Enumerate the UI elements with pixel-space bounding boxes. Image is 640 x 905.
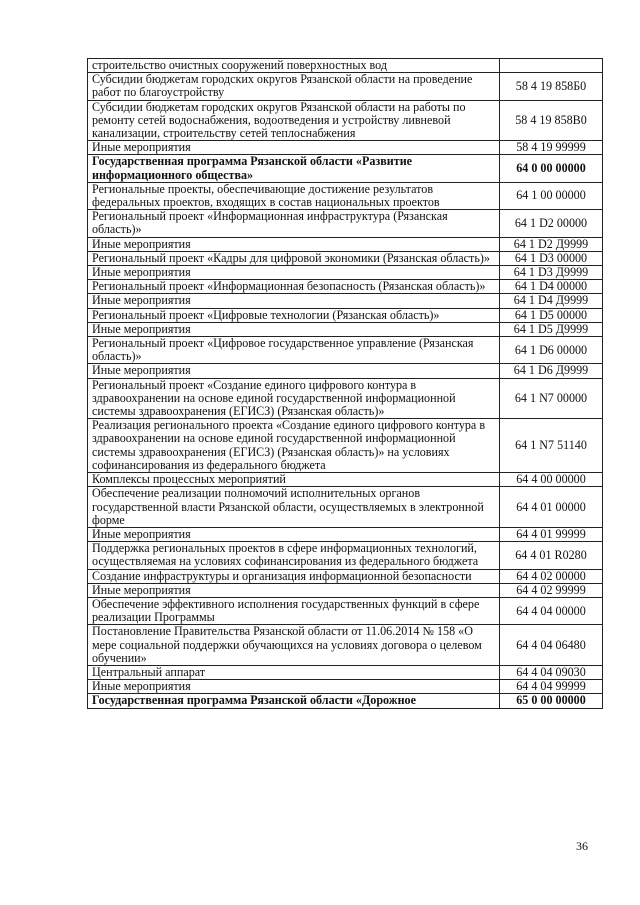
row-code: 64 4 02 99999 bbox=[500, 583, 603, 597]
row-code: 58 4 19 858Б0 bbox=[500, 73, 603, 100]
row-code: 64 1 N7 00000 bbox=[500, 378, 603, 419]
table-row-program bbox=[88, 155, 603, 182]
row-name: Реализация регионального проекта «Создание единого цифрового контура в здравоохранении на основе единой государственной информационной системы здравоохранения (ЕГИСЗ) (Рязанская область)» на условиях софинансирования из федерального бюджета bbox=[88, 419, 500, 473]
row-code: 58 4 19 99999 bbox=[500, 141, 603, 155]
table-row bbox=[88, 597, 603, 624]
row-name: Постановление Правительства Рязанской области от 11.06.2014 № 158 «О мере социальной поддержки обучающихся на условиях договора о целевом обучении» bbox=[88, 625, 500, 666]
row-name: Региональный проект «Цифровое государственное управление (Рязанская область)» bbox=[88, 337, 500, 364]
row-code: 64 0 00 00000 bbox=[500, 155, 603, 182]
row-name: Иные мероприятия bbox=[88, 237, 500, 251]
row-code: 64 1 D5 Д9999 bbox=[500, 322, 603, 336]
row-code: 58 4 19 858В0 bbox=[500, 100, 603, 141]
table-row bbox=[88, 364, 603, 378]
row-name: Центральный аппарат bbox=[88, 665, 500, 679]
row-code: 64 4 04 06480 bbox=[500, 625, 603, 666]
row-name: Региональный проект «Цифровые технологии (Рязанская область)» bbox=[88, 308, 500, 322]
row-name: Региональный проект «Информационная инфраструктура (Рязанская область)» bbox=[88, 210, 500, 237]
row-name: Иные мероприятия bbox=[88, 141, 500, 155]
table-row bbox=[88, 487, 603, 528]
table-row bbox=[88, 280, 603, 294]
row-name: Региональный проект «Создание единого цифрового контура в здравоохранении на основе единой государственной информационной системы здравоохранения (ЕГИСЗ) (Рязанская область)» bbox=[88, 378, 500, 419]
row-name: Региональный проект «Кадры для цифровой экономики (Рязанская область)» bbox=[88, 251, 500, 265]
table-row bbox=[88, 665, 603, 679]
row-code: 64 4 00 00000 bbox=[500, 473, 603, 487]
row-code: 64 1 D2 00000 bbox=[500, 210, 603, 237]
row-code: 64 1 D4 Д9999 bbox=[500, 294, 603, 308]
row-code: 65 0 00 00000 bbox=[500, 694, 603, 708]
row-code: 64 4 01 00000 bbox=[500, 487, 603, 528]
row-name: Региональные проекты, обеспечивающие достижение результатов федеральных проектов, входящих в состав национальных проектов bbox=[88, 182, 500, 209]
table-row bbox=[88, 337, 603, 364]
table-row bbox=[88, 680, 603, 694]
table-row bbox=[88, 583, 603, 597]
table-row bbox=[88, 322, 603, 336]
table-row bbox=[88, 569, 603, 583]
row-name: Субсидии бюджетам городских округов Рязанской области на проведение работ по благоустройству bbox=[88, 73, 500, 100]
table-row bbox=[88, 141, 603, 155]
row-code: 64 4 04 09030 bbox=[500, 665, 603, 679]
table-row bbox=[88, 73, 603, 100]
table-row bbox=[88, 100, 603, 141]
row-name: Обеспечение реализации полномочий исполнительных органов государственной власти Рязанской области, осуществляемых в электронной форме bbox=[88, 487, 500, 528]
table-row bbox=[88, 378, 603, 419]
row-name: Государственная программа Рязанской области «Дорожное bbox=[88, 694, 500, 708]
row-name: Обеспечение эффективного исполнения государственных функций в сфере реализации Программы bbox=[88, 597, 500, 624]
row-code: 64 1 D2 Д9999 bbox=[500, 237, 603, 251]
row-name: Иные мероприятия bbox=[88, 322, 500, 336]
row-code: 64 1 D4 00000 bbox=[500, 280, 603, 294]
row-name: Создание инфраструктуры и организация информационной безопасности bbox=[88, 569, 500, 583]
table-row bbox=[88, 237, 603, 251]
row-name: Региональный проект «Информационная безопасность (Рязанская область)» bbox=[88, 280, 500, 294]
row-name: Иные мероприятия bbox=[88, 364, 500, 378]
row-name: Иные мероприятия bbox=[88, 266, 500, 280]
row-name: Иные мероприятия bbox=[88, 583, 500, 597]
table-row bbox=[88, 182, 603, 209]
page-number: 36 bbox=[576, 839, 588, 853]
budget-classification-table bbox=[87, 58, 603, 709]
row-code: 64 1 D6 Д9999 bbox=[500, 364, 603, 378]
row-name: Комплексы процессных мероприятий bbox=[88, 473, 500, 487]
row-name: Иные мероприятия bbox=[88, 294, 500, 308]
table-row bbox=[88, 251, 603, 265]
row-code: 64 4 01 99999 bbox=[500, 527, 603, 541]
row-name: Иные мероприятия bbox=[88, 527, 500, 541]
table-row bbox=[88, 625, 603, 666]
table-row bbox=[88, 59, 603, 73]
table-row bbox=[88, 473, 603, 487]
row-code: 64 1 D3 Д9999 bbox=[500, 266, 603, 280]
row-code: 64 1 D6 00000 bbox=[500, 337, 603, 364]
row-name: Поддержка региональных проектов в сфере информационных технологий, осуществляемая на условиях софинансирования из федерального бюджета bbox=[88, 542, 500, 569]
table-body bbox=[88, 59, 603, 709]
row-code bbox=[500, 59, 603, 73]
table-row bbox=[88, 419, 603, 473]
row-code: 64 4 04 00000 bbox=[500, 597, 603, 624]
table-row bbox=[88, 210, 603, 237]
table-row bbox=[88, 308, 603, 322]
table-row bbox=[88, 294, 603, 308]
row-name: Иные мероприятия bbox=[88, 680, 500, 694]
row-name: Государственная программа Рязанской области «Развитие информационного общества» bbox=[88, 155, 500, 182]
row-code: 64 1 N7 51140 bbox=[500, 419, 603, 473]
row-name: Субсидии бюджетам городских округов Рязанской области на работы по ремонту сетей водоснабжения, водоотведения и устройству ливневой канализации, строительству сетей теплоснабжения bbox=[88, 100, 500, 141]
table-row bbox=[88, 266, 603, 280]
row-code: 64 1 D5 00000 bbox=[500, 308, 603, 322]
table-row bbox=[88, 542, 603, 569]
table-row-program bbox=[88, 694, 603, 708]
row-code: 64 4 04 99999 bbox=[500, 680, 603, 694]
table-row bbox=[88, 527, 603, 541]
row-code: 64 1 D3 00000 bbox=[500, 251, 603, 265]
row-name: строительство очистных сооружений поверхностных вод bbox=[88, 59, 500, 73]
row-code: 64 4 01 R0280 bbox=[500, 542, 603, 569]
row-code: 64 4 02 00000 bbox=[500, 569, 603, 583]
row-code: 64 1 00 00000 bbox=[500, 182, 603, 209]
